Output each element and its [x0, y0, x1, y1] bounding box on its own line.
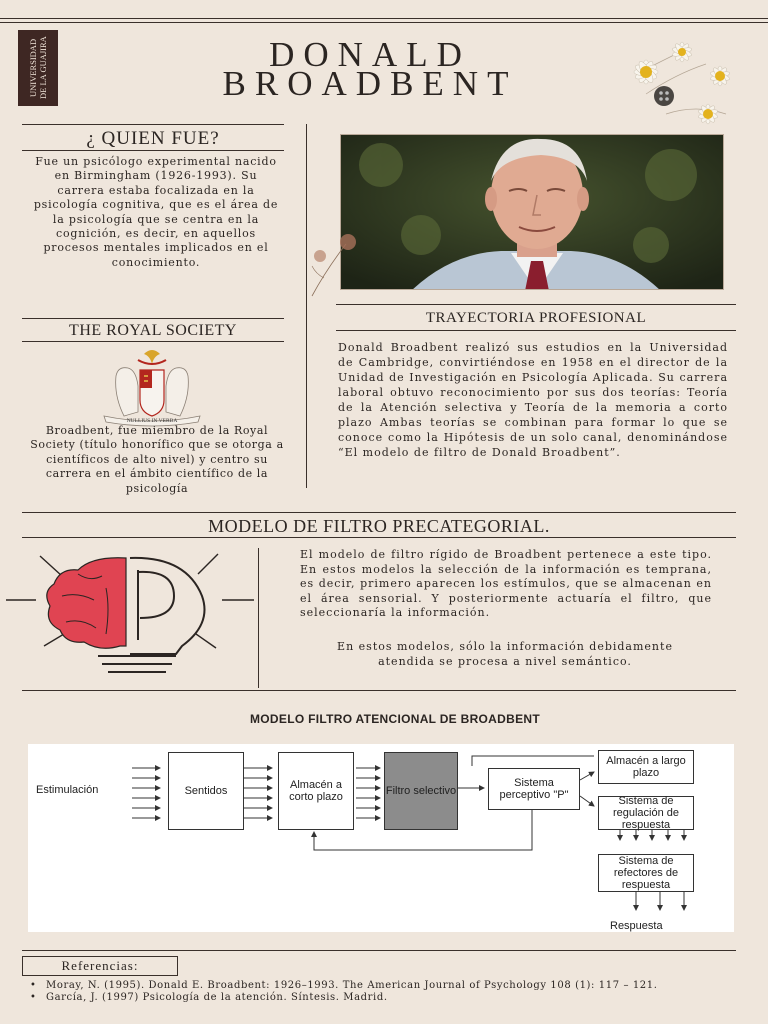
section-line	[22, 341, 284, 342]
broadbent-diagram	[28, 744, 734, 932]
royal-society-heading: THE ROYAL SOCIETY	[69, 322, 237, 339]
box-efectores-label: Sistema de refectores de respuesta	[613, 855, 679, 891]
box-almacen-largo	[598, 750, 694, 784]
title-line-2: BROADBENT	[222, 64, 518, 103]
dried-flower-icon	[302, 230, 372, 300]
top-border-line	[0, 18, 768, 19]
portrait-illustration-icon	[341, 135, 724, 290]
box-sentidos	[168, 752, 244, 830]
royal-society-text: Broadbent, fue miembro de la Royal Society (título honorífico que se otorga a científicos de alto nivel) y centro su carrera en el ámbito científico de la psicología	[30, 424, 284, 495]
quien-fue-heading: ¿ QUIEN FUE?	[86, 128, 220, 149]
flower-decoration-icon	[606, 34, 756, 134]
university-badge	[18, 30, 58, 106]
referencias-list	[30, 980, 730, 1004]
box-filtro-label: Filtro selectivo	[385, 785, 457, 797]
quien-fue-text: Fue un psicólogo experimental nacido en Birmingham (1926-1993). Su carrera estaba focalizada en la psicología cognitiva, que es el área de la psicología que se centra en la cognición, es decir, en aquellos procesos mentales implicados en el conocimiento.	[33, 155, 279, 269]
box-filtro	[384, 752, 458, 830]
box-almacen-corto	[278, 752, 354, 830]
diagram-input-label: Estimulación	[36, 784, 99, 796]
section-line	[22, 318, 284, 319]
box-efectores	[598, 854, 694, 892]
section-line	[336, 304, 736, 305]
box-sistema-perceptivo	[488, 768, 580, 810]
box-regulacion-label: Sistema de regulación de respuesta	[612, 795, 680, 831]
modelo-text-1: El modelo de filtro rígido de Broadbent pertenece a este tipo. En estos modelos la selección de la información es temprana, es decir, primero aparecen los estímulos, que se almacenan en el área sensorial. Y posteriormente actuaría el filtro, que seleccionaría la información.	[300, 548, 712, 620]
section-line	[22, 690, 736, 691]
section-line	[22, 537, 736, 538]
section-line	[22, 124, 284, 125]
referencia-item: • García, J. (1997) Psicología de la atención. Síntesis. Madrid.	[30, 992, 730, 1003]
section-line	[336, 330, 736, 331]
section-line	[22, 512, 736, 513]
modelo-text-2: En estos modelos, sólo la información debidamente atendida se procesa a nivel semántico.	[337, 640, 673, 668]
crest-motto: NULLIUS IN VERBA	[126, 418, 178, 424]
modelo-divider	[258, 548, 259, 688]
diagram-title: MODELO FILTRO ATENCIONAL DE BROADBENT	[250, 712, 540, 726]
royal-society-crest-icon	[94, 346, 210, 428]
diagram-output-label: Respuesta	[610, 920, 663, 932]
column-divider	[306, 124, 307, 488]
trayectoria-text: Donald Broadbent realizó sus estudios en la Universidad de Cambridge, convirtiéndose en 1958 en el director de la Unidad de Investigación en Psicología Aplicada. Su carrera laboral obtuvo reconocimiento por sus dos teorías: Teoría de la Atención selectiva y Teoría de la memoria a corto plazo Ambas teorías se combinan para formar lo que se conoce como la Hipótesis de un solo canal, denominándose “El modelo de filtro de Donald Broadbent”.	[338, 341, 728, 459]
page-title	[120, 35, 620, 103]
modelo-heading: MODELO DE FILTRO PRECATEGORIAL.	[208, 516, 550, 536]
section-line	[22, 150, 284, 151]
title-line-1: DONALD	[269, 35, 471, 74]
brain-bulb-icon	[6, 548, 256, 682]
trayectoria-heading: TRAYECTORIA PROFESIONAL	[425, 310, 647, 326]
top-border-line-2	[0, 22, 768, 23]
referencia-item: • Moray, N. (1995). Donald E. Broadbent: 1926–1993. The American Journal of Psychology 108 (1): 117 – 121.	[30, 980, 730, 991]
box-almacen-corto-label: Almacén a corto plazo	[289, 779, 343, 803]
portrait-photo	[340, 134, 724, 290]
section-line	[22, 950, 736, 951]
box-sentidos-label: Sentidos	[184, 785, 228, 797]
badge-text: UNIVERSIDAD DE LA GUAJIRA	[28, 36, 48, 100]
box-regulacion	[598, 796, 694, 830]
box-almacen-largo-label: Almacén a largo plazo	[606, 755, 686, 779]
box-sistema-label: Sistema perceptivo "P"	[499, 777, 569, 801]
referencias-label: Referencias:	[22, 956, 178, 976]
